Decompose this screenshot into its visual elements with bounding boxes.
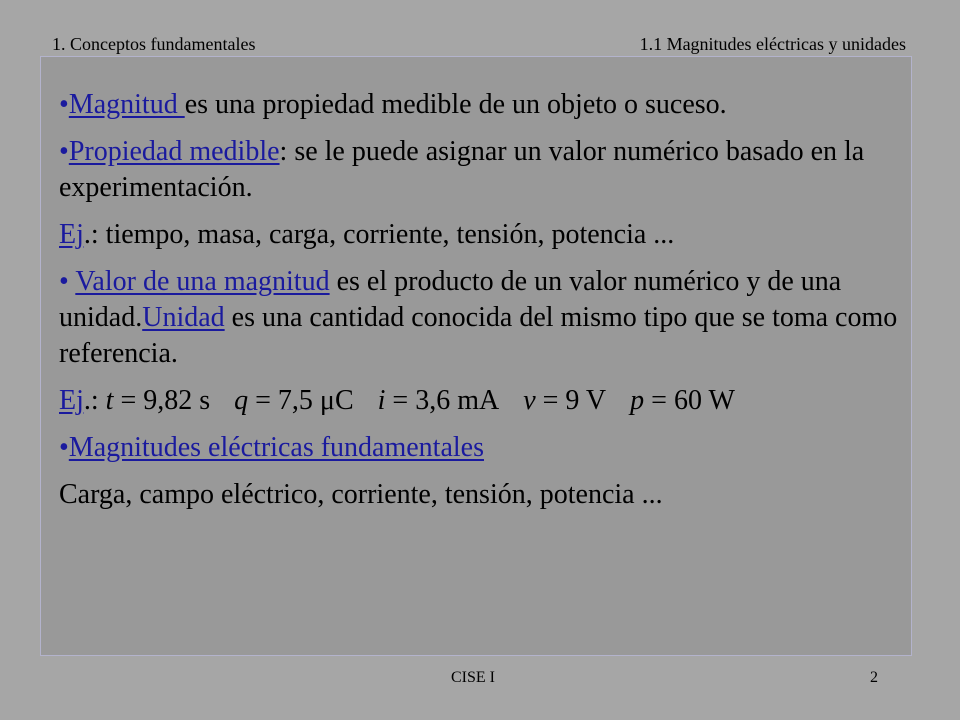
value-v: = 9 V: [535, 385, 607, 416]
value-p: = 60 W: [644, 385, 735, 416]
link-unidad[interactable]: Unidad: [142, 302, 225, 333]
paragraph-valor-magnitud: [59, 264, 899, 372]
paragraph-text: es una propiedad medible de un objeto o suceso.: [184, 89, 727, 120]
slide-content-panel: [40, 56, 912, 656]
header-section-title: 1. Conceptos fundamentales: [52, 34, 256, 54]
paragraph-text: es una cantidad conocida del mismo tipo que se toma como referencia.: [59, 302, 898, 369]
paragraph-propiedad-medible: [59, 134, 899, 206]
paragraph-magnitudes-fundamentales: [59, 430, 899, 466]
bullet: •: [59, 136, 69, 167]
value-i: = 3,6 mA: [385, 385, 500, 416]
footer-course-name: CISE I: [451, 669, 495, 686]
paragraph-ejemplo-magnitudes: [59, 217, 899, 253]
paragraph-text: es el producto de un valor numérico y de una unidad.: [59, 266, 842, 333]
var-i: i: [377, 385, 386, 416]
value-t: = 9,82 s: [113, 385, 211, 416]
link-magnitud[interactable]: Magnitud: [68, 89, 185, 120]
var-p: p: [630, 385, 645, 416]
prefix-text: .:: [83, 385, 106, 416]
paragraph-magnitud: [59, 87, 899, 123]
paragraph-text: .: tiempo, masa, carga, corriente, tensión, potencia ...: [83, 219, 675, 250]
var-t: t: [105, 385, 114, 416]
header-subsection-title: 1.1 Magnitudes eléctricas y unidades: [639, 34, 906, 54]
bullet: •: [59, 266, 69, 297]
slide-body: [59, 87, 899, 524]
var-q: q: [234, 385, 249, 416]
paragraph-ejemplo-valores: [59, 383, 899, 419]
link-ejemplo[interactable]: Ej: [59, 219, 84, 250]
paragraph-text: : se le puede asignar un valor numérico basado en la experimentación.: [59, 136, 865, 203]
link-propiedad-medible[interactable]: Propiedad medible: [68, 136, 280, 167]
bullet: •: [59, 432, 69, 463]
link-magnitudes-electricas-fundamentales[interactable]: Magnitudes eléctricas fundamentales: [68, 432, 484, 463]
value-q: = 7,5 μC: [248, 385, 354, 416]
paragraph-lista-magnitudes: Carga, campo eléctrico, corriente, tensión, potencia ...: [59, 479, 663, 510]
link-ejemplo[interactable]: Ej: [59, 385, 84, 416]
bullet: •: [59, 89, 69, 120]
link-valor-de-una-magnitud[interactable]: Valor de una magnitud: [75, 266, 330, 297]
var-v: v: [523, 385, 536, 416]
footer-page-number: 2: [870, 669, 878, 686]
